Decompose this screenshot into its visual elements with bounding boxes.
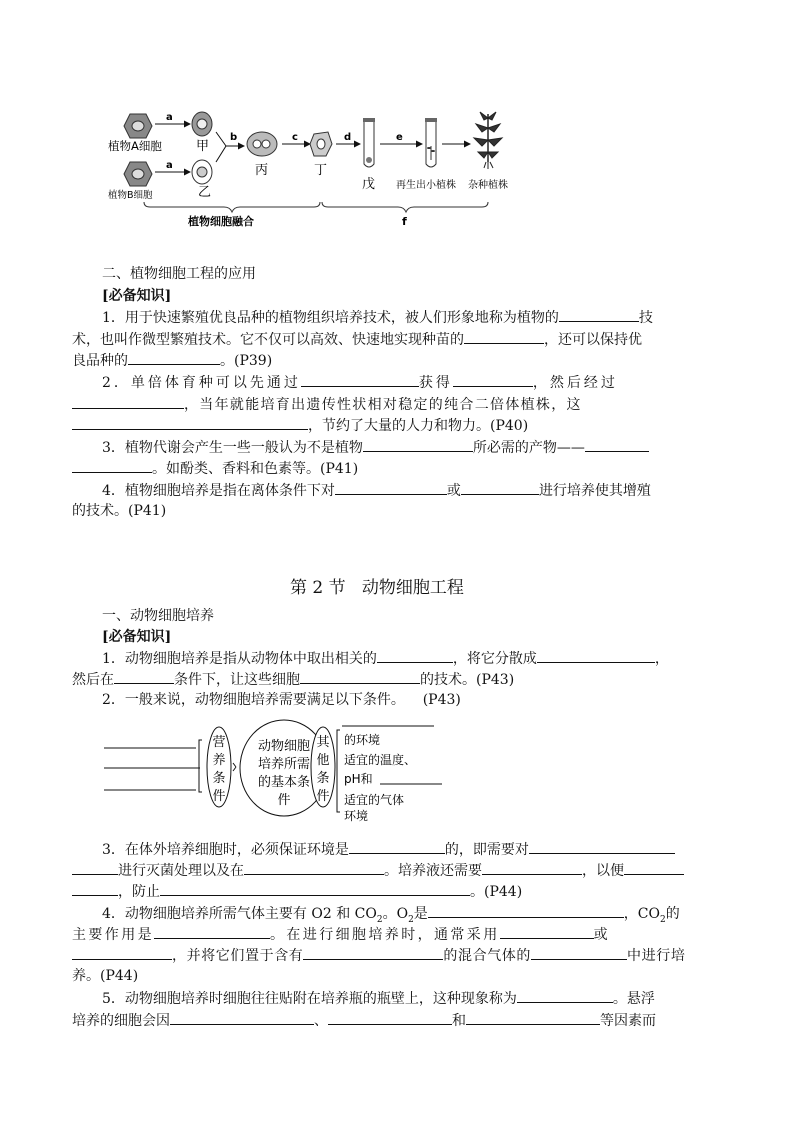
s1-q2-page: (P43) <box>422 692 461 708</box>
chapter-title <box>290 573 464 598</box>
step-a2-label: a <box>166 160 173 171</box>
q2-text-c: ，然后经过 <box>532 375 618 391</box>
s1-q4-text-g: 或 <box>593 927 611 943</box>
answer-blank[interactable] <box>428 903 624 918</box>
hybrid-label: 杂种植株 <box>468 180 508 191</box>
q3-text-b: 所必需的产物—— <box>472 440 585 456</box>
test-tube-wu-icon <box>363 118 375 167</box>
answer-blank[interactable] <box>529 839 675 854</box>
step-d-label: d <box>344 132 352 143</box>
s1-q4-text-h: ，并将它们置于含有 <box>172 948 304 964</box>
s1-q3-text-e: ，以便 <box>582 863 624 879</box>
answer-blank[interactable] <box>531 945 627 960</box>
s1-q5-text-e: 和 <box>452 1013 466 1029</box>
answer-blank[interactable] <box>517 988 613 1003</box>
s1-q4-text-b: 是 <box>413 906 428 922</box>
s1-q3-text-f: ，防止 <box>118 884 160 900</box>
s1-q4-line3 <box>72 945 724 966</box>
culture-conditions-diagram-right <box>300 716 460 822</box>
q1-text-a: 1．用于快速繁殖优良品种的植物组织培养技术，被人们形象地称为植物的 <box>102 310 559 326</box>
chapter-title-text: 动物细胞工程 <box>361 578 464 598</box>
ph-label: pH和 <box>344 772 373 786</box>
q4-text-a: 4．植物细胞培养是指在离体条件下对 <box>102 483 335 499</box>
answer-blank[interactable] <box>128 350 220 365</box>
s1-q1-text-d: 然后在 <box>72 672 114 688</box>
s1-q1-text-c: ， <box>654 651 669 667</box>
s1-q4-text-a2: 。O <box>382 906 409 922</box>
answer-blank[interactable] <box>328 1010 452 1025</box>
s1-q3-text-g: 。(P44) <box>470 884 523 900</box>
answer-blank[interactable] <box>72 394 184 409</box>
s1-q4-text-e: 主要作用是 <box>72 927 154 943</box>
answer-blank[interactable] <box>482 860 582 875</box>
s1-q4-text-c: ，CO <box>623 906 660 922</box>
s1-q1-text-a: 1．动物细胞培养是指从动物体中取出相关的 <box>102 651 377 667</box>
q2-text-b: 获得 <box>418 375 453 391</box>
required-knowledge-tag: [必备知识] <box>102 629 172 645</box>
answer-blank[interactable] <box>244 860 384 875</box>
q3-line2 <box>72 458 724 479</box>
answer-blank[interactable] <box>537 648 655 663</box>
s1-q5-text-c: 培养的细胞会因 <box>72 1013 170 1029</box>
s1-q1-text-b: ，将它分散成 <box>452 651 537 667</box>
q3-line1 <box>102 437 754 458</box>
plant-a-cell-label: 植物A细胞 <box>108 139 162 153</box>
step-f-label: f <box>402 215 407 228</box>
required-knowledge-tag: [必备知识] <box>102 288 172 304</box>
q1-line3 <box>72 350 724 371</box>
yi-label: 乙 <box>198 185 212 200</box>
answer-blank[interactable] <box>160 881 470 896</box>
q4-line2: 的技术。(P41) <box>72 503 167 519</box>
s1-q4-line1: 4．动物细胞培养所需气体主要有 O2 和 $CO_2$。$O_2$是 ，$CO_2$的 <box>102 903 754 930</box>
regenerate-label: 再生出小植株 <box>396 180 456 191</box>
answer-blank[interactable] <box>624 860 684 875</box>
q2-line3 <box>72 415 724 436</box>
s1-q1-text-f: 的技术。(P43) <box>420 672 515 688</box>
q4-line1 <box>102 480 754 501</box>
s1-q3-line2 <box>72 860 724 881</box>
s1-q2-text: 2．一般来说，动物细胞培养需要满足以下条件。 <box>102 692 405 708</box>
answer-blank[interactable] <box>300 669 420 684</box>
answer-blank[interactable] <box>559 307 639 322</box>
fused-cell-bing-icon <box>247 132 277 156</box>
plant-cell-fusion-diagram <box>100 104 530 230</box>
s1-q5-text-d: 、 <box>314 1013 328 1029</box>
answer-blank[interactable] <box>114 669 174 684</box>
chapter-number: 第 2 节 <box>290 578 346 598</box>
answer-blank[interactable] <box>453 372 533 387</box>
basic-conditions-label: 动物细胞培养所需的基本条件 <box>257 739 311 808</box>
q4-text-b: 或 <box>446 483 461 499</box>
s1-q2-line <box>102 690 754 710</box>
answer-blank[interactable] <box>72 945 172 960</box>
s1-q4-text-a: 4．动物细胞培养所需气体主要有 O2 和 CO <box>102 906 377 922</box>
s1-q5-text-a: 5．动物细胞培养时细胞往往贴附在培养瓶的瓶壁上，这种现象称为 <box>102 991 517 1007</box>
plant-b-cell-label: 植物B细胞 <box>108 190 153 201</box>
s1-q4-line4: 养。(P44) <box>72 968 139 984</box>
answer-blank[interactable] <box>72 458 152 473</box>
q3-text-a: 3．植物代谢会产生一些一般认为不是植物 <box>102 440 363 456</box>
nutrition-condition-label: 营养条件 <box>212 735 226 804</box>
q1-text-e: 良品种的 <box>72 353 128 369</box>
env2-label: 环境 <box>344 809 369 822</box>
wu-label: 戊 <box>362 177 376 192</box>
step-a-label: a <box>166 112 173 123</box>
s1-q3-line1 <box>102 839 754 860</box>
s1-q5-text-b: 。悬浮 <box>612 991 655 1007</box>
q2-text-a: 2．单倍体育种可以先通过 <box>102 375 301 391</box>
s1-q3-line3 <box>72 881 724 902</box>
protoplast-yi-icon <box>192 160 212 184</box>
step-c-label: c <box>292 132 298 143</box>
temp-label: 适宜的温度、 <box>344 753 417 767</box>
test-tube-plantlet-icon <box>425 118 437 167</box>
fusion-label: 植物细胞融合 <box>188 215 254 228</box>
s1-q5-line1 <box>102 988 754 1009</box>
bing-label: 丙 <box>255 163 269 178</box>
answer-blank[interactable] <box>303 945 443 960</box>
s1-q4-text-f: 。在进行细胞培养时，通常采用 <box>270 927 500 943</box>
answer-blank[interactable] <box>585 437 649 452</box>
s1-q5-line2 <box>72 1010 724 1031</box>
q1-text-b: 技 <box>638 310 653 326</box>
s1-q5-text-f: 等因素而 <box>600 1013 656 1029</box>
answer-blank[interactable] <box>72 415 308 430</box>
s1-q3-text-b: 的，即需要对 <box>444 842 529 858</box>
s1-q4-text-i: 的混合气体的 <box>443 948 532 964</box>
q1-line1 <box>102 307 754 328</box>
q1-text-d: ，还可以保持优 <box>544 332 642 348</box>
q1-text-c: 术，也叫作微型繁殖技术。它不仅可以高效、快速地实现种苗的 <box>72 332 464 348</box>
gas-label: 适宜的气体 <box>344 793 405 807</box>
s1-q3-text-c: 进行灭菌处理以及在 <box>118 863 244 879</box>
answer-blank[interactable] <box>377 648 453 663</box>
answer-blank[interactable] <box>301 372 419 387</box>
plant-a-cell-icon <box>124 114 152 138</box>
answer-blank[interactable] <box>335 480 447 495</box>
q2-text-d: ，当年就能培育出遗传性状相对稳定的纯合二倍体植株，这 <box>184 397 582 413</box>
q2-line2 <box>72 394 724 415</box>
s1-q1-text-e: 条件下，让这些细胞 <box>174 672 300 688</box>
section-heading-applications: 二、植物细胞工程的应用 <box>102 266 256 282</box>
ding-label: 丁 <box>314 163 328 178</box>
s1-q1-line2 <box>72 669 724 690</box>
q3-text-c: 。如酚类、香料和色素等。(P41) <box>152 461 359 477</box>
section-heading-animal-culture: 一、动物细胞培养 <box>102 608 214 624</box>
answer-blank[interactable] <box>500 924 594 939</box>
other-condition-label: 其他条件 <box>316 735 330 804</box>
s1-q4-text-j: 中进行培 <box>627 948 686 964</box>
answer-blank[interactable] <box>466 1010 600 1025</box>
hybrid-plant-icon <box>474 112 502 169</box>
q1-text-f: 。(P39) <box>220 353 273 369</box>
answer-blank[interactable] <box>154 924 270 939</box>
protoplast-jia-icon <box>192 112 212 136</box>
answer-blank[interactable] <box>170 1010 314 1025</box>
plant-b-cell-icon <box>124 162 152 186</box>
answer-blank[interactable] <box>349 839 445 854</box>
q4-text-c: 进行培养使其增殖 <box>538 483 651 499</box>
s1-q4-line2 <box>72 924 724 945</box>
jia-label: 甲 <box>196 139 210 154</box>
hybrid-cell-ding-icon <box>310 132 332 156</box>
q2-line1 <box>102 372 754 393</box>
q2-text-e: ，节约了大量的人力和物力。(P40) <box>308 418 529 434</box>
env-label: 的环境 <box>344 733 381 747</box>
answer-blank[interactable] <box>72 860 118 875</box>
step-e-label: e <box>396 132 403 143</box>
s1-q1-line1 <box>102 648 754 669</box>
answer-blank[interactable] <box>363 437 473 452</box>
answer-blank[interactable] <box>461 480 539 495</box>
s1-q3-text-a: 3．在体外培养细胞时，必须保证环境是 <box>102 842 349 858</box>
s1-q4-text-d: 的 <box>665 906 680 922</box>
step-b-label: b <box>230 132 238 143</box>
s1-q3-text-d: 。培养液还需要 <box>384 863 482 879</box>
q1-line2 <box>72 329 724 350</box>
answer-blank[interactable] <box>72 881 118 896</box>
answer-blank[interactable] <box>464 329 544 344</box>
